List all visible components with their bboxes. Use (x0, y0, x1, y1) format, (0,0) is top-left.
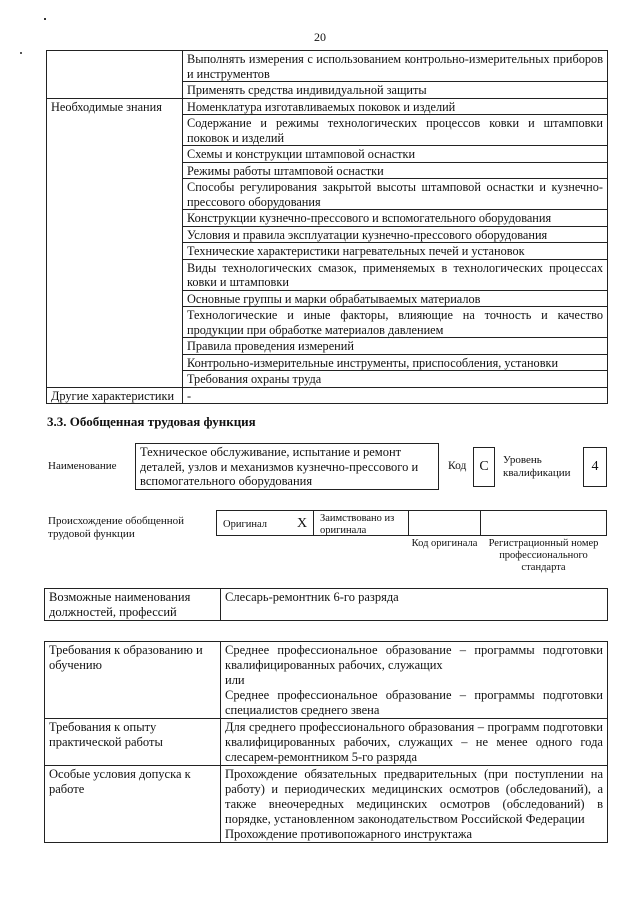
original-code-cell (408, 510, 481, 536)
row-value: Основные группы и марки обрабатываемых материалов (183, 290, 608, 307)
code-label: Код (448, 460, 467, 472)
positions-table (44, 588, 608, 621)
requirement-label: Требования к образованию и обучению (45, 642, 221, 719)
row-value: Режимы работы штамповой оснастки (183, 162, 608, 179)
requirements-table (44, 641, 608, 843)
scan-dot (44, 18, 46, 20)
row-value: Применять средства индивидуальной защиты (183, 82, 608, 99)
row-value: Конструкции кузнечно-прессового и вспомогательного оборудования (183, 210, 608, 227)
requirement-value (221, 766, 608, 843)
row-value: Схемы и конструкции штамповой оснастки (183, 146, 608, 163)
row-value: Правила проведения измерений (183, 338, 608, 355)
row-value: Выполнять измерения с использованием контрольно-измерительных приборов и инструментов (183, 51, 608, 82)
requirement-line: Прохождение обязательных предварительных (при поступлении на работу) и периодических медицинских осмотров (обследований), а также внеочередных медицинских осмотров (обследований) в порядке, установленном законодательством Российской Федерации (225, 767, 603, 826)
name-box (135, 443, 439, 490)
row-value: Номенклатура изготавливаемых поковок и изделий (183, 98, 608, 115)
table-row (47, 387, 608, 404)
borrowed-cell (313, 510, 409, 536)
requirement-row (45, 719, 608, 766)
name-value: Техническое обслуживание, испытание и ремонт деталей, узлов и механизмов кузнечно-прессового и вспомогательного оборудования (140, 445, 419, 488)
code-caption: Код оригинала (411, 538, 478, 549)
original-cell (216, 510, 314, 536)
requirement-value (221, 642, 608, 719)
table-row (47, 98, 608, 115)
origin-label: Происхождение обобщенной трудовой функции (48, 515, 185, 540)
scan-dot (20, 52, 22, 54)
row-value: Технологические и иные факторы, влияющие на точность и качество продукции при обработке материалов давлением (183, 307, 608, 338)
positions-label: Возможные наименования должностей, профессий (45, 589, 221, 621)
row-value: Технические характеристики нагревательных печей и установок (183, 243, 608, 260)
requirement-label: Особые условия допуска к работе (45, 766, 221, 843)
level-value: 4 (583, 447, 607, 487)
row-label: Необходимые знания (47, 98, 183, 387)
reg-caption: Регистрационный номер профессионального стандарта (488, 538, 599, 573)
row-value: Условия и правила эксплуатации кузнечно-прессового оборудования (183, 226, 608, 243)
requirement-value (221, 719, 608, 766)
original-mark: X (297, 516, 308, 531)
name-label: Наименование (48, 460, 117, 472)
requirement-label: Требования к опыту практической работы (45, 719, 221, 766)
knowledge-table (46, 50, 608, 404)
section-title: 3.3. Обобщенная трудовая функция (47, 414, 256, 429)
requirement-line: Среднее профессиональное образование – программы подготовки специалистов среднего звена (225, 688, 603, 717)
row-value: Виды технологических смазок, применяемых в технологических процессах ковки и штамповки (183, 259, 608, 290)
requirement-row (45, 766, 608, 843)
positions-value: Слесарь-ремонтник 6-го разряда (221, 589, 608, 621)
borrowed-label: Заимствовано из оригинала (320, 513, 395, 536)
row-value: Требования охраны труда (183, 371, 608, 388)
requirement-row (45, 642, 608, 719)
row-label (47, 51, 183, 99)
code-value: С (473, 447, 495, 487)
row-value: Способы регулирования закрытой высоты штамповой оснастки и кузнечно-прессового оборудования (183, 179, 608, 210)
requirement-line: Среднее профессиональное образование – программы подготовки квалифицированных рабочих, служащих (225, 643, 603, 672)
row-label: Другие характеристики (47, 387, 183, 404)
row-value: Содержание и режимы технологических процессов ковки и штамповки поковок и изделий (183, 115, 608, 146)
level-label: Уровень квалификации (503, 454, 571, 479)
table-row (47, 51, 608, 82)
original-label: Оригинал (223, 519, 267, 530)
registration-number-cell (480, 510, 607, 536)
requirement-line: Для среднего профессионального образования – программ подготовки квалифицированных рабочих, служащих – не менее одного года слесарем-ремонтником 5-го разряда (225, 720, 603, 764)
requirement-line: или (225, 673, 245, 687)
requirement-line: Прохождение противопожарного инструктажа (225, 827, 473, 841)
page-number: 20 (314, 30, 326, 44)
row-value: Контрольно-измерительные инструменты, приспособления, установки (183, 354, 608, 371)
row-value: - (183, 387, 608, 404)
